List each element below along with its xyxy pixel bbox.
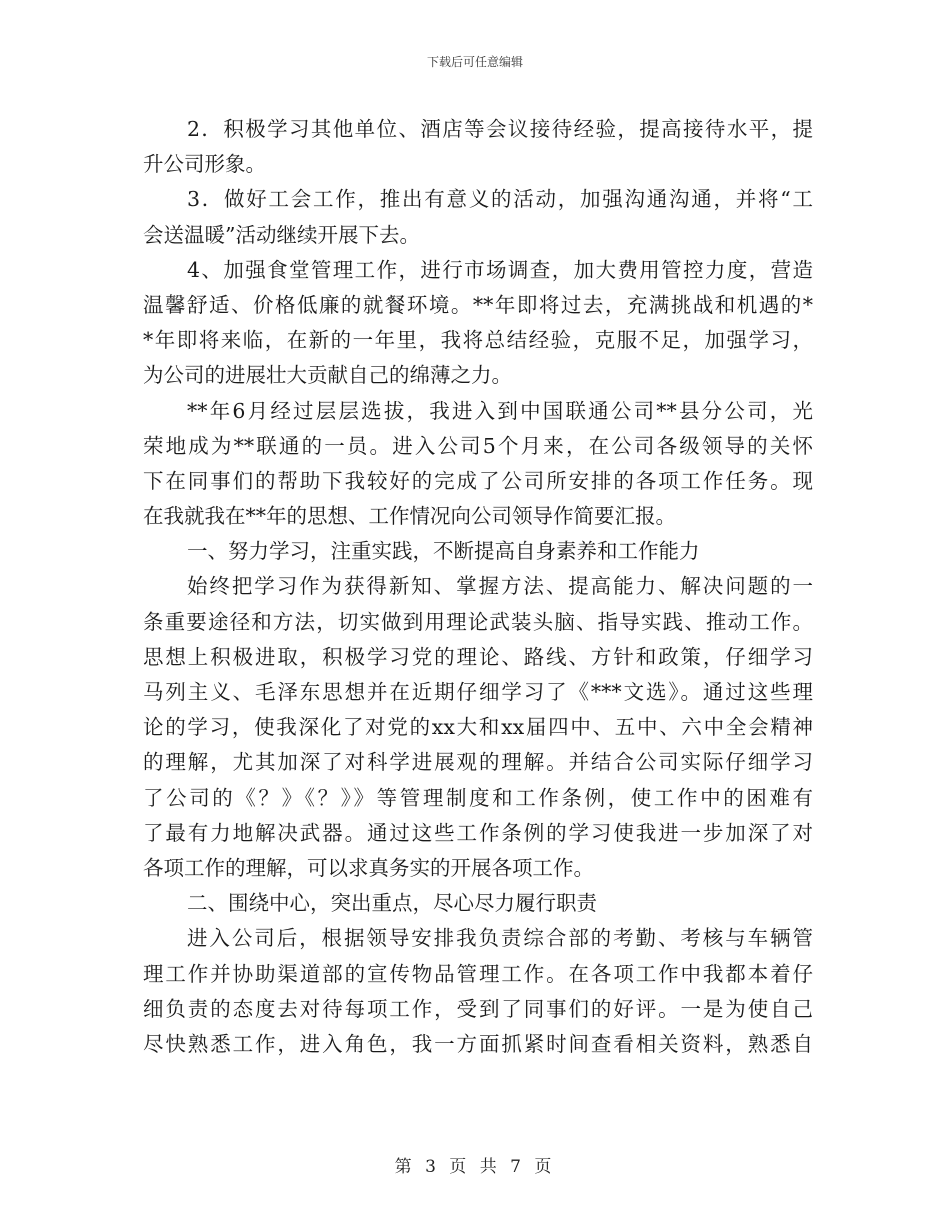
paragraph-line: 了最有力地解决武器。通过这些工作条例的学习使我进一步加深了对	[143, 820, 813, 845]
paragraph-line: 马列主义、毛泽东思想并在近期仔细学习了《***文选》。通过这些理	[143, 680, 813, 704]
paragraph-line: 了公司的《？》《？》》等管理制度和工作条例，使工作中的困难有	[143, 785, 813, 810]
paragraph-line: 为公司的进展壮大贡献自己的绵薄之力。	[143, 363, 512, 388]
paragraph-line: 3．做好工会工作，推出有意义的活动，加强沟通沟通，并将“工	[187, 187, 813, 212]
paragraph-line: 荣地成为**联通的一员。进入公司5个月来，在公司各级领导的关怀	[143, 433, 813, 458]
page-header: 下载后可任意编辑	[426, 55, 523, 69]
paragraph-line: *年即将来临，在新的一年里，我将总结经验，克服不足，加强学习，	[143, 328, 813, 353]
paragraph-line: 在我就我在**年的思想、工作情况向公司领导作简要汇报。	[143, 504, 676, 529]
paragraph-line: 细负责的态度去对待每项工作，受到了同事们的好评。一是为使自己	[143, 996, 813, 1021]
section-heading: 一、努力学习，注重实践，不断提高自身素养和工作能力	[187, 539, 700, 564]
paragraph-line: 温馨舒适、价格低廉的就餐环境。**年即将过去，充满挑战和机遇的*	[143, 292, 813, 317]
section-heading: 二、围绕中心，突出重点，尽心尽力履行职责	[187, 891, 597, 916]
paragraph-line: 思想上积极进取，积极学习党的理论、路线、方针和政策，仔细学习	[143, 644, 813, 669]
page-number-footer: 第 3 页 共 7 页	[394, 1157, 556, 1177]
paragraph-line: 理工作并协助渠道部的宣传物品管理工作。在各项工作中我都本着仔	[143, 961, 813, 986]
paragraph-line: 升公司形象。	[143, 152, 266, 177]
document-body	[143, 112, 813, 1062]
paragraph-line: 2．积极学习其他单位、酒店等会议接待经验，提高接待水平，提	[187, 117, 813, 141]
paragraph-line: 论的学习，使我深化了对党的xx大和xx届四中、五中、六中全会精神	[143, 715, 813, 740]
paragraph-line: 各项工作的理解，可以求真务实的开展各项工作。	[143, 855, 594, 880]
paragraph-line: 条重要途径和方法，切实做到用理论武装头脑、指导实践、推动工作。	[143, 609, 813, 634]
paragraph-line: 的理解，尤其加深了对科学进展观的理解。并结合公司实际仔细学习	[143, 750, 813, 775]
paragraph-line: 尽快熟悉工作，进入角色，我一方面抓紧时间查看相关资料，熟悉自	[143, 1031, 813, 1056]
paragraph-line: 下在同事们的帮助下我较好的完成了公司所安排的各项工作任务。现	[143, 468, 813, 493]
paragraph-line: **年6月经过层层选拔，我进入到中国联通公司**县分公司，光	[187, 398, 813, 423]
paragraph-line: 会送温暖”活动继续开展下去。	[143, 222, 420, 247]
paragraph-line: 4、加强食堂管理工作，进行市场调查，加大费用管控力度，营造	[187, 257, 813, 282]
paragraph-line: 进入公司后，根据领导安排我负责综合部的考勤、考核与车辆管	[187, 926, 813, 951]
paragraph-line: 始终把学习作为获得新知、掌握方法、提高能力、解决问题的一	[187, 574, 813, 599]
